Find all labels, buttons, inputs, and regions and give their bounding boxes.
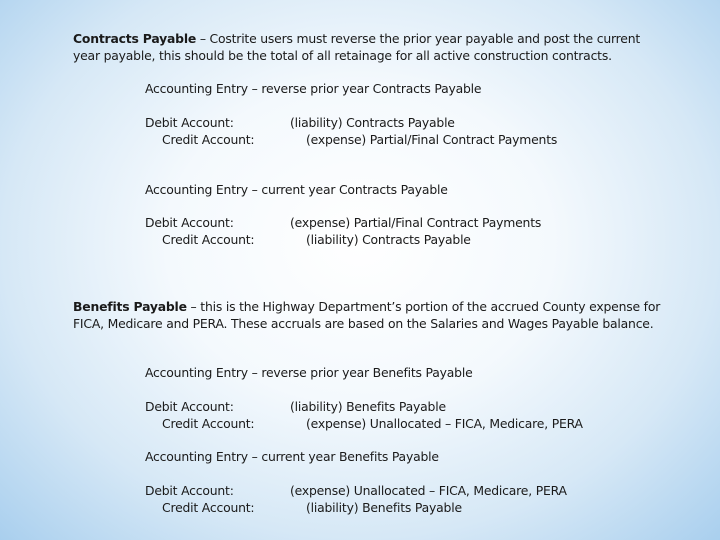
entry-title: Accounting Entry – reverse prior year Benefits Payable <box>145 365 473 380</box>
debit-account-value: (liability) Benefits Payable <box>290 399 446 414</box>
credit-label: Credit Account: <box>162 500 255 515</box>
debit-label: Debit Account: <box>145 483 234 498</box>
debit-label: Debit Account: <box>145 115 234 130</box>
benefits-payable-description: – this is the Highway Department’s portion of the accrued County expense for FICA, Medicare and PERA. These accruals are based on the Salaries and Wages Payable balance. <box>73 299 661 331</box>
credit-label: Credit Account: <box>162 232 255 247</box>
credit-label: Credit Account: <box>162 132 255 147</box>
entry-title: Accounting Entry – current year Benefits Payable <box>145 449 439 464</box>
debit-account-value: (liability) Contracts Payable <box>290 115 455 130</box>
debit-account-value: (expense) Unallocated – FICA, Medicare, PERA <box>290 483 567 498</box>
debit-label: Debit Account: <box>145 399 234 414</box>
entry-title: Accounting Entry – reverse prior year Contracts Payable <box>145 81 482 96</box>
credit-account-value: (liability) Contracts Payable <box>306 232 471 247</box>
debit-account-value: (expense) Partial/Final Contract Payments <box>290 215 542 230</box>
contracts-payable-description: – Costrite users must reverse the prior year payable and post the current year payable, this should be the total of all retainage for all active construction contracts. <box>73 31 641 63</box>
credit-account-value: (liability) Benefits Payable <box>306 500 462 515</box>
contracts-payable-heading: Contracts Payable <box>73 31 197 46</box>
contracts-payable-paragraph <box>73 30 663 64</box>
credit-account-value: (expense) Partial/Final Contract Payments <box>306 132 558 147</box>
credit-account-value: (expense) Unallocated – FICA, Medicare, PERA <box>306 416 583 431</box>
debit-label: Debit Account: <box>145 215 234 230</box>
entry-title: Accounting Entry – current year Contracts Payable <box>145 182 448 197</box>
credit-label: Credit Account: <box>162 416 255 431</box>
benefits-payable-paragraph <box>73 298 663 332</box>
benefits-payable-heading: Benefits Payable <box>73 299 187 314</box>
